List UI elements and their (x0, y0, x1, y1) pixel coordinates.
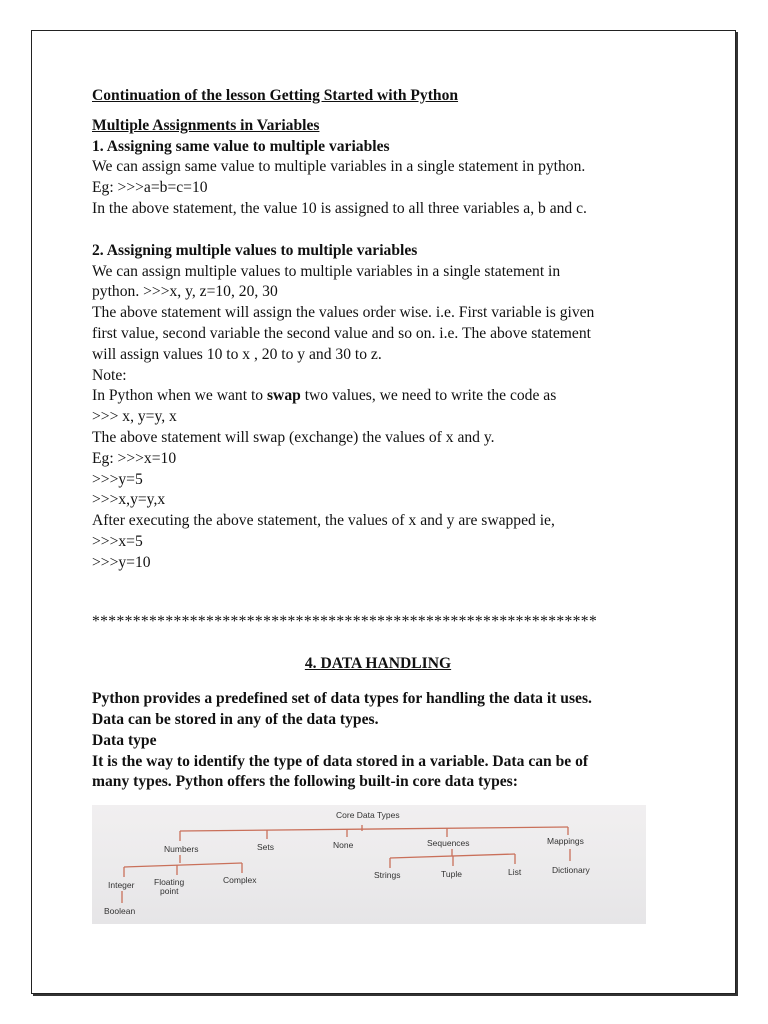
part2-heading: 2. Assigning multiple values to multiple variables (92, 241, 418, 259)
floating-label: Floating (154, 877, 185, 887)
tuple-label: Tuple (441, 869, 462, 879)
part2-line4: first value, second variable the second value and so on. i.e. The above statement (92, 324, 591, 342)
swap-sentence (92, 386, 692, 407)
data-handling-intro2: Data can be stored in any of the data types. (92, 710, 379, 728)
part1-line3: In the above statement, the value 10 is assigned to all three variables a, b and c. (92, 199, 587, 217)
top-branch (180, 827, 568, 831)
dictionary-label: Dictionary (552, 865, 590, 875)
part2-line7: After executing the above statement, the values of x and y are swapped ie, (92, 512, 555, 530)
note-label: Note: (92, 366, 127, 384)
part2-line6: The above statement will swap (exchange) the values of x and y. (92, 428, 495, 446)
part1-line1: We can assign same value to multiple variables in a single statement in python. (92, 158, 586, 176)
code-swap: >>> x, y=y, x (92, 408, 177, 426)
data-type-def1: It is the way to identify the type of data stored in a variable. Data can be of (92, 752, 589, 770)
numbers-branch (124, 863, 242, 867)
data-type-def2: many types. Python offers the following built-in core data types: (92, 773, 518, 791)
part2-line2: python. >>>x, y, z=10, 20, 30 (92, 283, 278, 301)
part1-example: Eg: >>>a=b=c=10 (92, 179, 208, 197)
boolean-label: Boolean (104, 906, 136, 916)
part2-line1: We can assign multiple values to multiple variables in a single statement in (92, 262, 561, 280)
sets-label: Sets (257, 842, 275, 852)
data-type-heading: Data type (92, 731, 157, 749)
none-label: None (333, 840, 354, 850)
diagram-svg (92, 805, 646, 924)
core-data-types-diagram (92, 805, 646, 924)
code-y5: >>>y=5 (92, 470, 143, 488)
strings-label: Strings (374, 870, 401, 880)
swap-word: swap (266, 387, 301, 405)
section-title: Multiple Assignments in Variables (92, 116, 320, 134)
integer-label: Integer (108, 880, 135, 890)
diagram-root-label: Core Data Types (336, 810, 400, 820)
separator-stars: ************************************************************** (92, 612, 598, 630)
data-handling-title: 4. DATA HANDLING (304, 655, 452, 673)
numbers-label: Numbers (164, 844, 199, 854)
code-x10: Eg: >>>x=10 (92, 449, 177, 467)
swap-post: two values, we need to write the code as (300, 387, 557, 405)
data-handling-intro1: Python provides a predefined set of data types for handling the data it uses. (92, 690, 592, 708)
part1-heading: 1. Assigning same value to multiple variables (92, 137, 390, 155)
point-label: point (160, 886, 179, 896)
code-y10: >>>y=10 (92, 553, 151, 571)
sequences-label: Sequences (427, 838, 470, 848)
list-label: List (508, 867, 522, 877)
complex-label: Complex (223, 875, 257, 885)
mappings-label: Mappings (547, 836, 584, 846)
lesson-title: Continuation of the lesson Getting Started with Python (92, 87, 459, 104)
code-xy-swap: >>>x,y=y,x (92, 491, 166, 509)
part2-line5: will assign values 10 to x , 20 to y and 30 to z. (92, 345, 382, 363)
diagram-connectors (122, 825, 570, 903)
part2-line3: The above statement will assign the values order wise. i.e. First variable is given (92, 304, 595, 322)
swap-pre: In Python when we want to (92, 387, 267, 405)
document-body (92, 86, 692, 793)
code-x5: >>>x=5 (92, 532, 143, 550)
